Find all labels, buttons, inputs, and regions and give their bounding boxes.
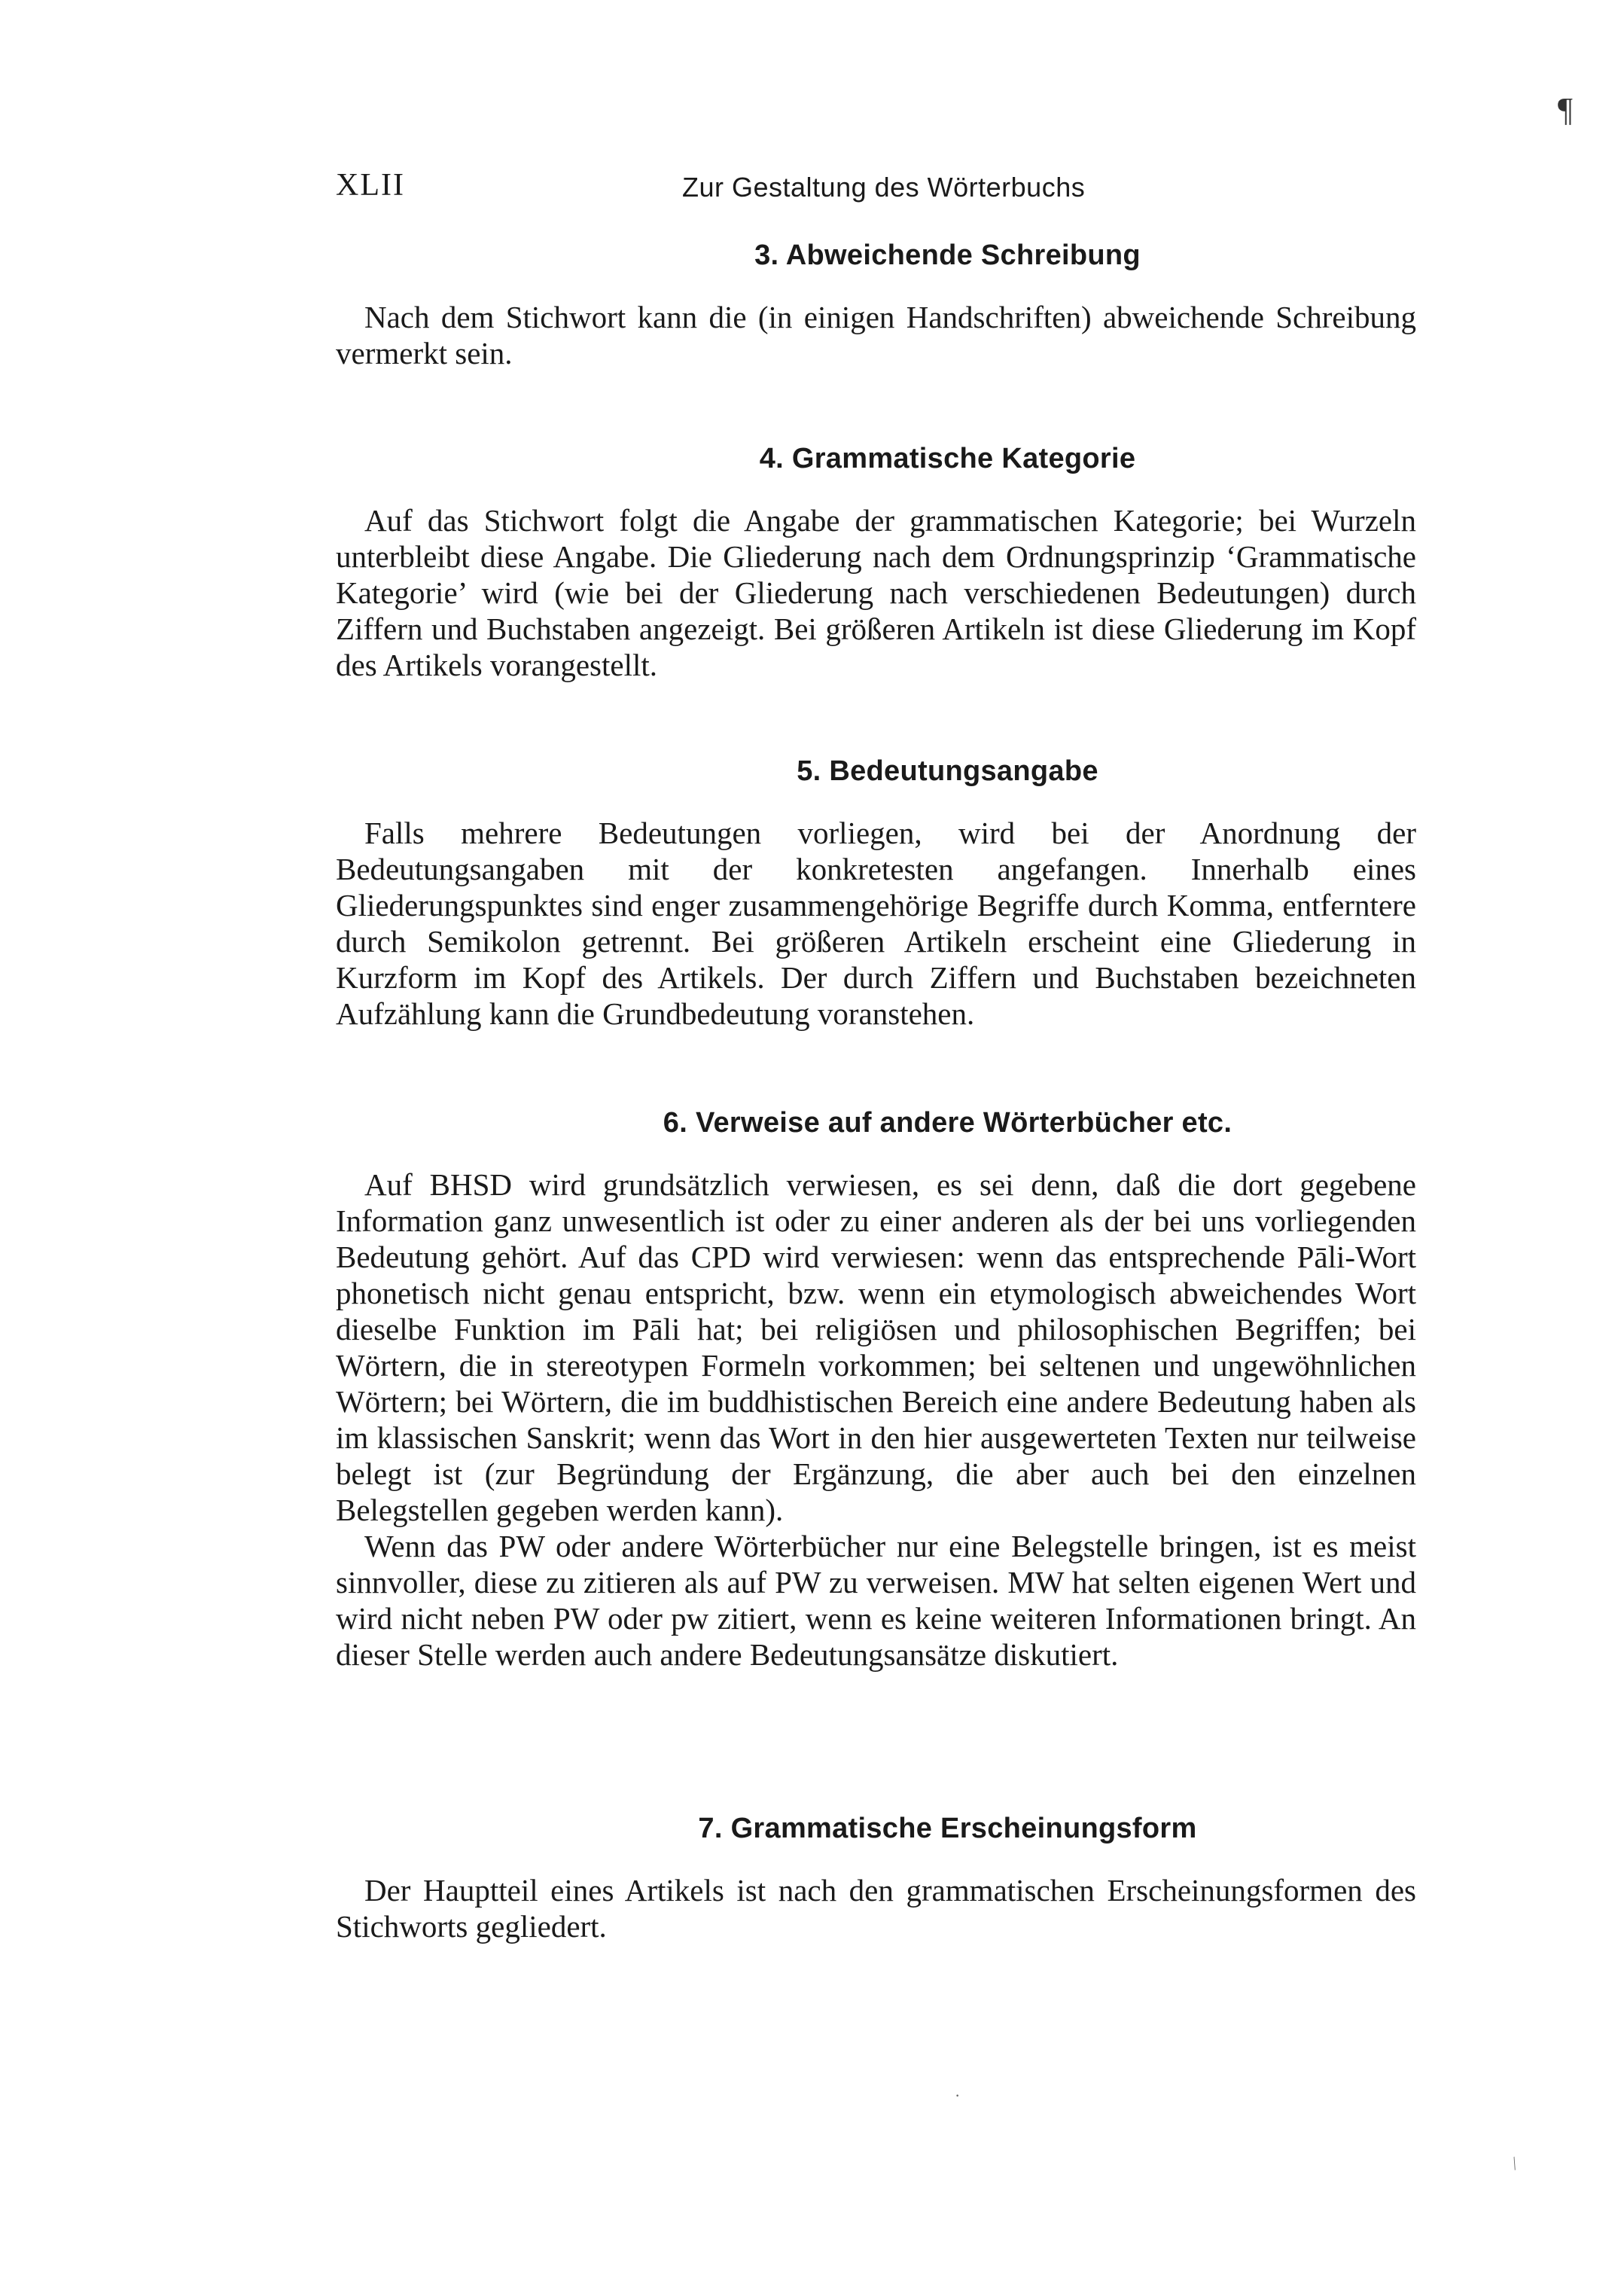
scan-speck: ⁄ bbox=[1507, 2155, 1522, 2172]
section-paragraph: Nach dem Stichwort kann die (in einigen Handschriften) abweichende Schreibung vermerkt sein. bbox=[336, 300, 1416, 371]
section-grammatische-kategorie bbox=[336, 443, 1416, 683]
scan-speck: · bbox=[955, 2086, 961, 2105]
section-heading: 3. Abweichende Schreibung bbox=[754, 239, 1141, 271]
running-head bbox=[336, 167, 1412, 212]
section-paragraph: Falls mehrere Bedeutungen vorliegen, wird bei der Anordnung der Bedeutungsangaben mit der konkretesten angefangen. Innerhalb eines Gliederungspunktes sind enger zusammengehörige Begriffe durch Komma, entferntere durch Semikolon getrennt. Bei größeren Artikeln erscheint eine Gliederung in Kurzform im Kopf des Artikels. Der durch Ziffern und Buchstaben bezeichneten Aufzählung kann die Grundbedeutung voranstehen. bbox=[336, 816, 1416, 1031]
corner-mark: ¶ bbox=[1558, 91, 1573, 128]
section-heading: 5. Bedeutungsangabe bbox=[797, 755, 1098, 787]
section-heading: 6. Verweise auf andere Wörterbücher etc. bbox=[663, 1107, 1232, 1139]
section-heading: 7. Grammatische Erscheinungsform bbox=[698, 1813, 1197, 1844]
section-bedeutungsangabe bbox=[336, 755, 1416, 1032]
section-paragraph: Auf BHSD wird grundsätzlich verwiesen, es sei denn, daß die dort gegebene Information ganz unwesentlich ist oder zu einer anderen als der bei uns vorliegenden Bedeutung gehört. Auf das CPD wird verwiesen: wenn das entsprechende Pāli-Wort phonetisch nicht genau entspricht, bzw. wenn ein etymologisch abweichendes Wort dieselbe Funktion im Pāli hat; bei religiösen und philosophischen Begriffen; bei Wörtern, die in stereotypen Formeln vorkommen; bei seltenen und ungewöhnlichen Wörtern; bei Wörtern, die im buddhistischen Bereich eine andere Bedeutung haben als im klassischen Sanskrit; wenn das Wort in den hier ausgewerteten Texten nur teilweise belegt ist (zur Begründung der Ergänzung, die aber auch bei den einzelnen Belegstellen gegeben werden kann). bbox=[336, 1167, 1416, 1527]
section-paragraph: Der Hauptteil eines Artikels ist nach den grammatischen Erscheinungsformen des Stichworts gegliedert. bbox=[336, 1873, 1416, 1944]
section-verweise bbox=[336, 1107, 1416, 1673]
section-paragraph: Auf das Stichwort folgt die Angabe der grammatischen Kategorie; bei Wurzeln unterbleibt diese Angabe. Die Gliederung nach dem Ordnungsprinzip ‘Grammatische Kategorie’ wird (wie bei der Gliederung nach verschiedenen Bedeutungen) durch Ziffern und Buchstaben angezeigt. Bei größeren Artikeln ist diese Gliederung im Kopf des Artikels vorangestellt. bbox=[336, 503, 1416, 682]
section-abweichende-schreibung bbox=[336, 239, 1416, 371]
section-grammatische-erscheinungsform bbox=[336, 1813, 1416, 1944]
page-number: XLII bbox=[336, 168, 405, 203]
running-title: Zur Gestaltung des Wörterbuchs bbox=[682, 172, 1086, 203]
section-heading: 4. Grammatische Kategorie bbox=[759, 443, 1136, 474]
section-paragraph: Wenn das PW oder andere Wörterbücher nur eine Belegstelle bringen, ist es meist sinnvoller, diese zu zitieren als auf PW zu verweisen. MW hat selten eigenen Wert und wird nicht neben PW oder pw zitiert, wenn es keine weiteren Informationen bringt. An dieser Stelle werden auch andere Bedeutungsansätze diskutiert. bbox=[336, 1529, 1416, 1672]
